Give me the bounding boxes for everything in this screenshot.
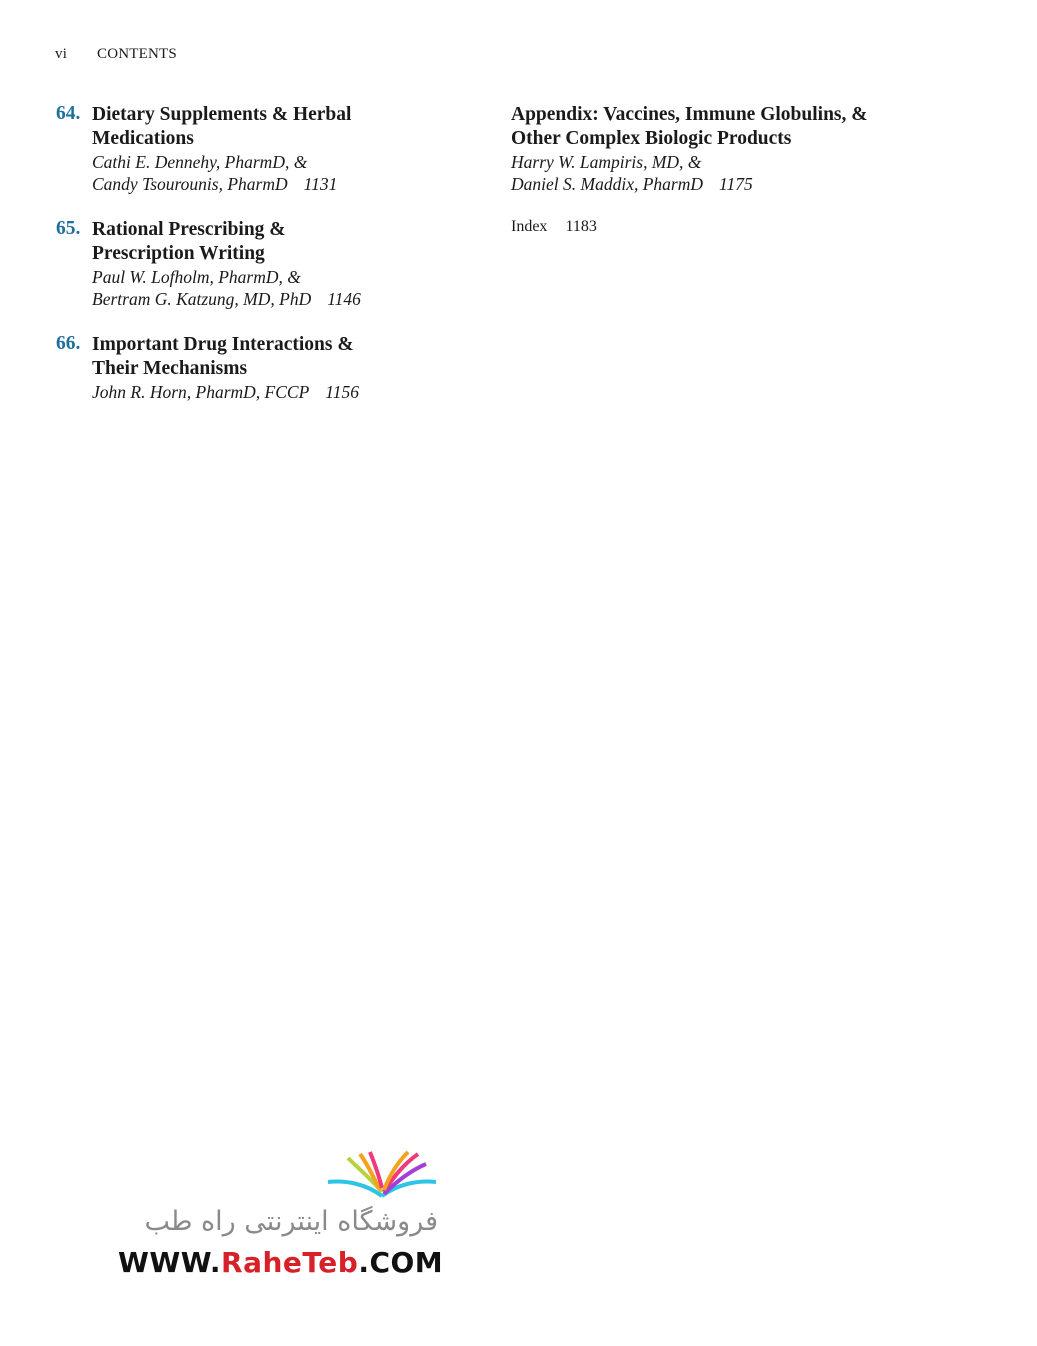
chapter-entry-64[interactable] xyxy=(56,103,476,195)
chapter-authors: Cathi E. Dennehy, PharmD, & Candy Tsourounis, PharmD 1131 xyxy=(92,152,338,194)
contents-column-left xyxy=(56,103,476,426)
chapter-entry-65[interactable] xyxy=(56,218,476,310)
chapter-entry-66[interactable] xyxy=(56,333,476,403)
chapter-page: 1156 xyxy=(325,382,359,402)
chapter-title: Rational Prescribing & Prescription Writing xyxy=(92,219,286,264)
chapter-page: 1146 xyxy=(327,289,361,309)
index-page: 1183 xyxy=(565,218,597,235)
appendix-authors: Harry W. Lampiris, MD, & Daniel S. Maddix, PharmD 1175 xyxy=(511,152,753,194)
appendix-title: Appendix: Vaccines, Immune Globulins, & Other Complex Biologic Products xyxy=(511,104,868,149)
raheteb-watermark xyxy=(116,1150,446,1285)
chapter-number: 66. xyxy=(56,333,81,354)
watermark-persian-text: فروشگاه اینترنتی راه طب xyxy=(144,1206,438,1237)
chapter-title: Dietary Supplements & Herbal Medications xyxy=(92,104,352,149)
index-label: Index xyxy=(511,218,548,235)
open-book-rainbow-icon xyxy=(326,1150,438,1202)
chapter-number: 64. xyxy=(56,103,81,124)
appendix-entry[interactable] xyxy=(511,103,991,195)
contents-column-right xyxy=(511,103,991,236)
chapter-page: 1131 xyxy=(303,174,338,194)
running-title: CONTENTS xyxy=(97,46,177,62)
index-entry[interactable] xyxy=(511,218,991,236)
chapter-authors: John R. Horn, PharmD, FCCP 1156 xyxy=(92,382,359,402)
watermark-url: WWW.RaheTeb.COM xyxy=(118,1246,444,1279)
running-head xyxy=(55,46,177,63)
chapter-title: Important Drug Interactions & Their Mechanisms xyxy=(92,334,354,379)
appendix-page: 1175 xyxy=(719,174,753,194)
chapter-number: 65. xyxy=(56,218,81,239)
page-number: vi xyxy=(55,46,68,62)
chapter-authors: Paul W. Lofholm, PharmD, & Bertram G. Katzung, MD, PhD 1146 xyxy=(92,267,361,309)
